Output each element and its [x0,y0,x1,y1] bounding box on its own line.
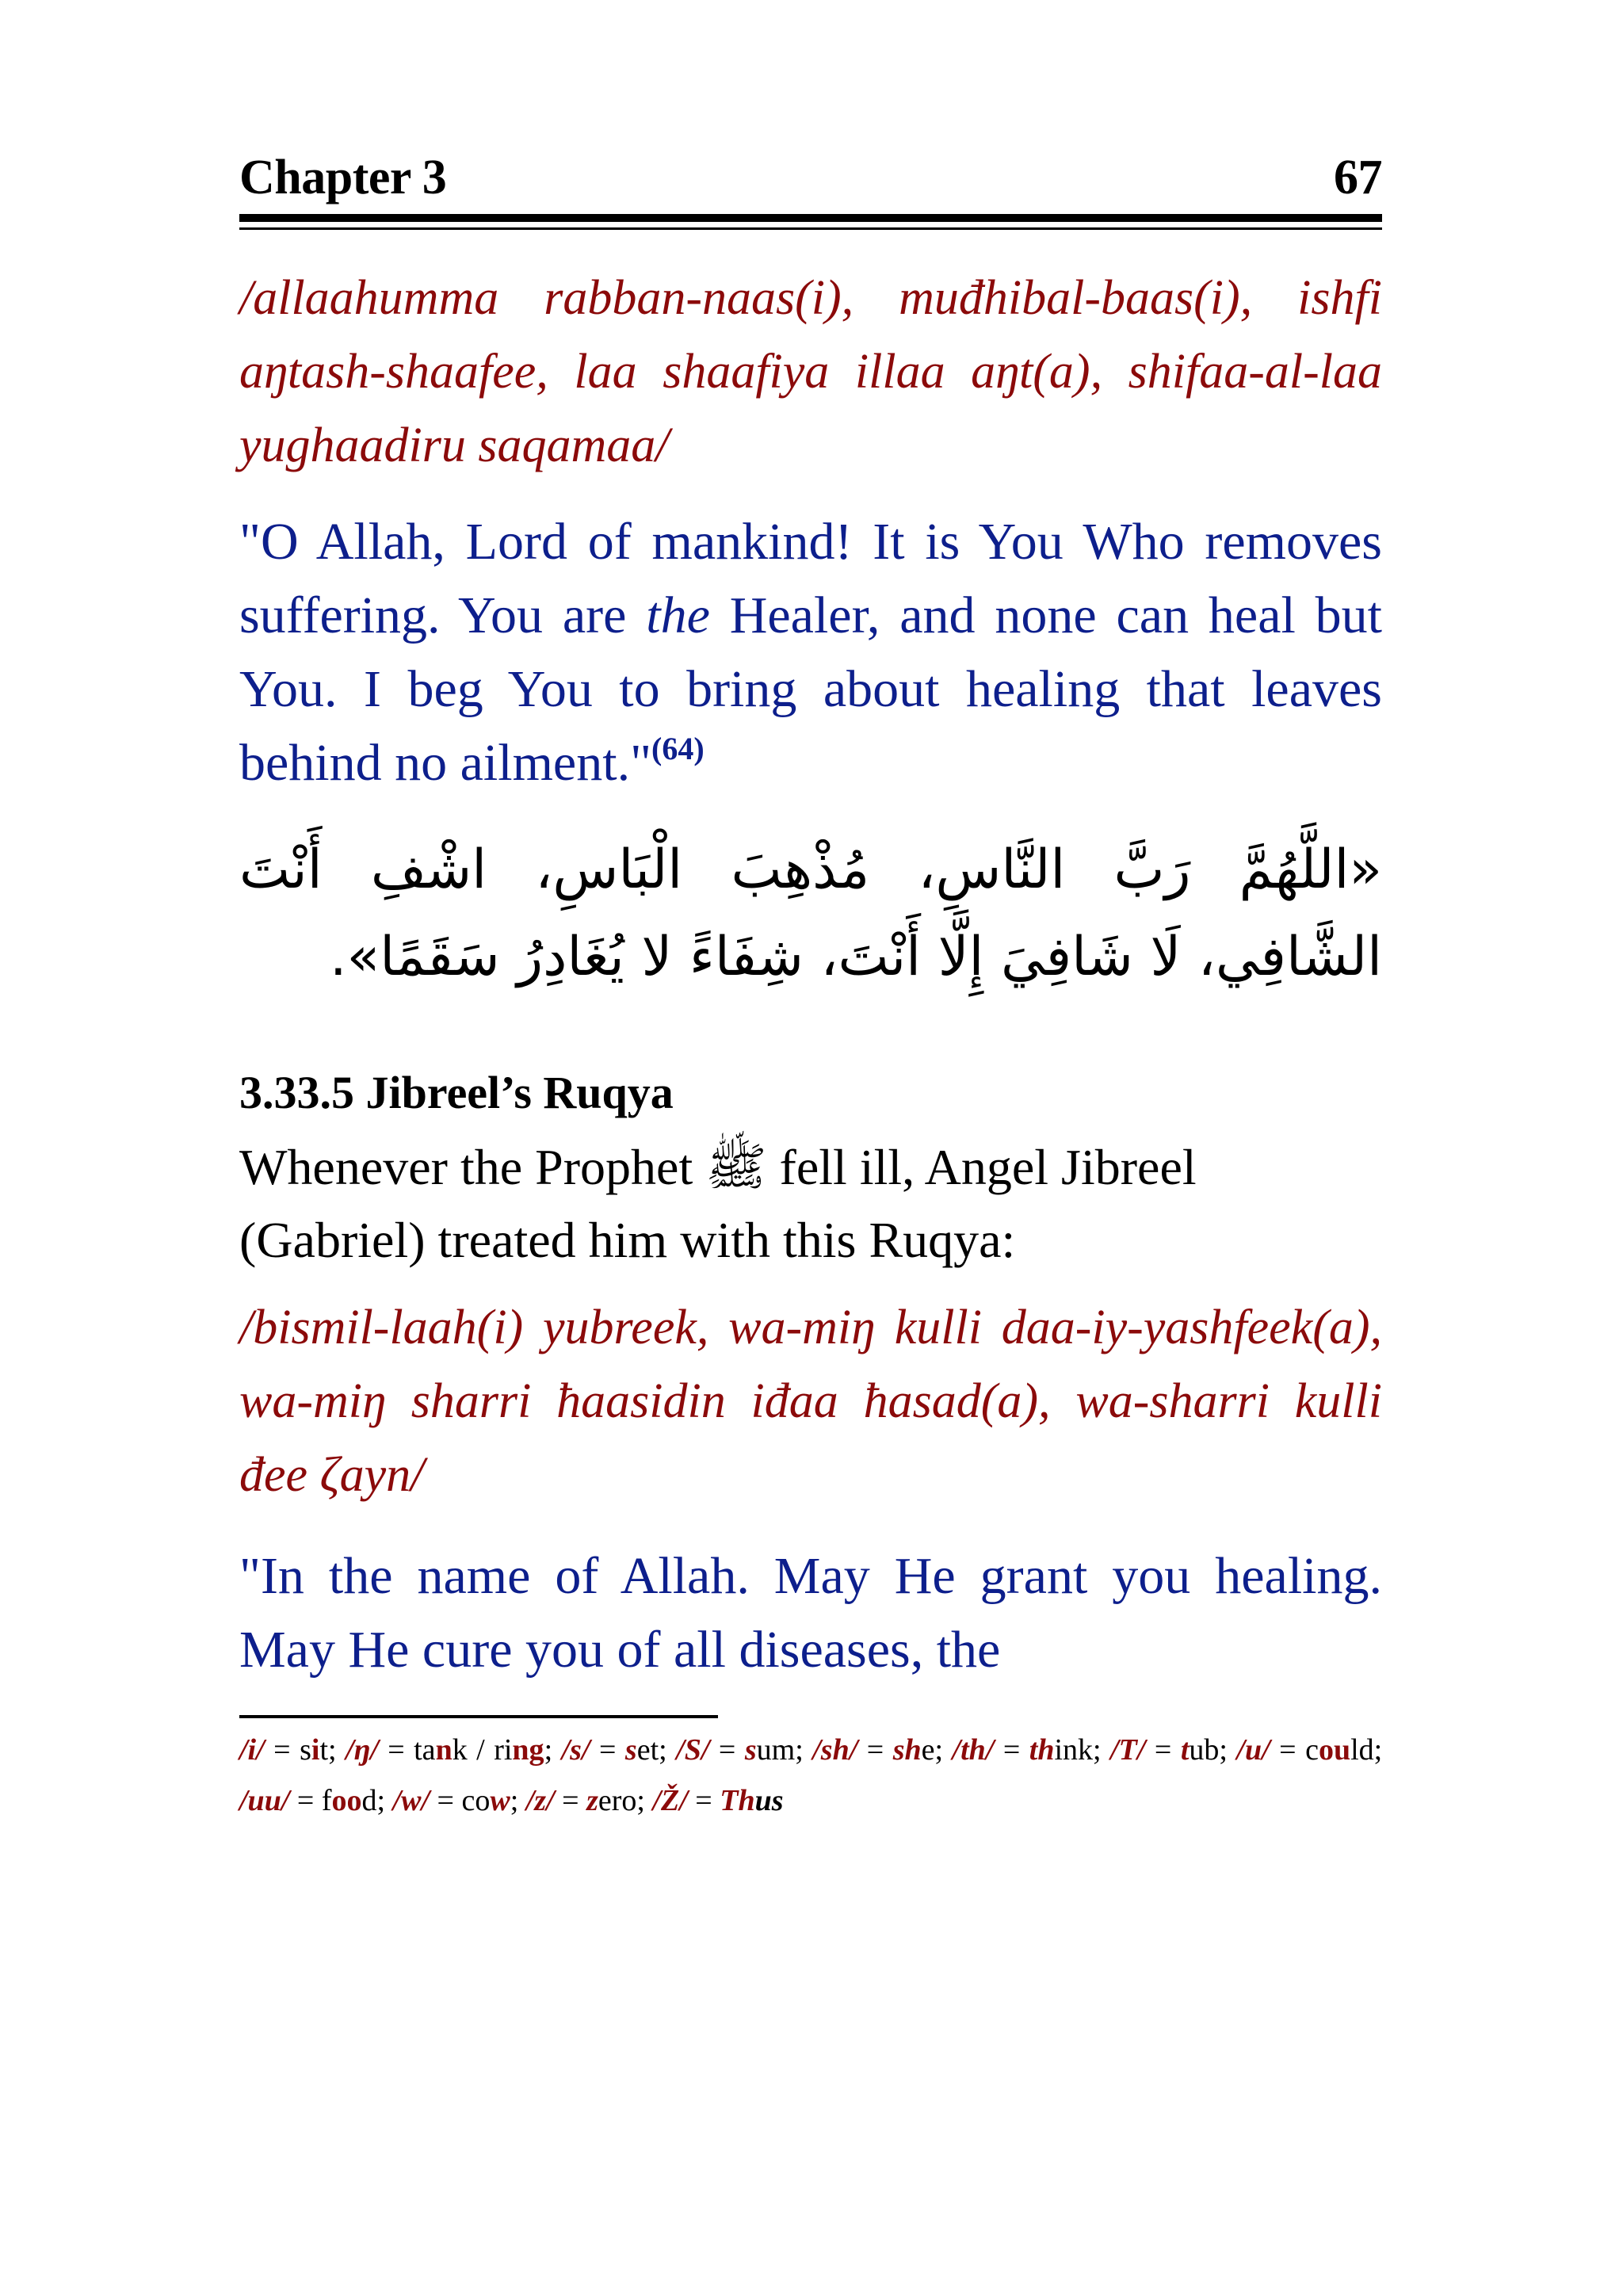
key-example: s [300,1733,311,1767]
key-symbol: /i/ [239,1733,265,1767]
key-example: c [1305,1733,1319,1767]
key-example: ero; [598,1784,645,1817]
key-highlight: sh [892,1733,922,1767]
equals: = [273,1733,291,1767]
key-symbol: /w/ [392,1784,430,1817]
equals: = [599,1733,617,1767]
translation-text: Healer, and none can heal but You. I beg You to bring about healing that leaves behind no ailment." [239,586,1383,792]
key-example: k / ri [452,1733,513,1767]
key-highlight: s [744,1733,757,1767]
translation-ruqya: "In the name of Allah. May He grant you healing. May He cure you of all diseases, the [239,1547,1382,1679]
key-example: e; [921,1733,944,1767]
body-text: fell ill, Angel Jibreel (Gabriel) treated him with this Ruqya: [239,1139,1197,1268]
footnote-reference[interactable]: (64) [651,731,705,766]
key-highlight: oo [331,1784,362,1817]
key-highlight: z [586,1784,598,1817]
key-symbol: /S/ [676,1733,710,1767]
salutation-glyph: ﷺ [705,1139,767,1195]
key-highlight: i [311,1733,320,1767]
equals: = [388,1733,405,1767]
key-example: ; [544,1733,553,1767]
chapter-title: Chapter 3 [239,151,447,204]
transliteration-dua-1: /allaahumma rabban-naas(i), muđhibal-baas(i), ishfi aŋtash-shaafee, laa shaafiya illaa aŋt(a), shifaa-al-laa yughaadiru saqamaa/ [239,271,1382,472]
translation-text: "O Allah, Lord of mankind! It is You Who removes suffering. You are [239,513,1382,644]
header-rule-thin [239,227,1382,230]
key-example: d; [361,1784,386,1817]
equals: = [296,1784,315,1817]
emphasis-text: the [646,586,710,644]
header-rule-thick [239,214,1382,222]
key-example: ; [510,1784,519,1817]
key-highlight: Th [720,1784,755,1817]
key-symbol: /ŋ/ [346,1733,379,1767]
key-example: et; [636,1733,667,1767]
body-text: Whenever the Prophet [239,1139,706,1195]
key-example: us [754,1784,784,1817]
arabic-dua-1: «اللَّهُمَّ رَبَّ النَّاسِ، مُذْهِبَ الْبَاسِ، اشْفِ أَنْتَ الشَّافِي، لَا شَافِيَ إِلَّا أَنْتَ، شِفَاءً لا يُغَادِرُ سَقَمًا». [239,839,1382,988]
section-heading: 3.33.5 Jibreel’s Ruqya [239,1067,674,1118]
section-body [239,1131,1382,1277]
transliteration-ruqya: /bismil-laah(i) yubreek, wa-miŋ kulli daa-iy-yashfeek(a), wa-miŋ sharri ħaasidin iđaa ħasad(a), wa-sharri kulli đee ζayn/ [239,1301,1382,1502]
equals: = [1002,1733,1021,1767]
key-symbol: /s/ [561,1733,590,1767]
key-example: ld; [1350,1733,1383,1767]
key-highlight: t [1180,1733,1190,1767]
equals: = [718,1733,736,1767]
key-symbol: /Ž/ [652,1784,688,1817]
key-example: um; [756,1733,804,1767]
key-symbol: /uu/ [239,1784,290,1817]
key-highlight: n [435,1733,453,1767]
key-example: ub; [1189,1733,1228,1767]
key-symbol: /T/ [1110,1733,1146,1767]
key-highlight: th [1029,1733,1055,1767]
key-highlight: s [624,1733,637,1767]
translation-dua-1 [239,505,1382,800]
equals: = [1279,1733,1296,1767]
key-highlight: w [490,1784,510,1817]
key-example: t; [319,1733,337,1767]
key-symbol: /th/ [952,1733,995,1767]
equals: = [562,1784,579,1817]
equals: = [695,1784,712,1817]
key-example: co [461,1784,491,1817]
key-example: ink; [1054,1733,1102,1767]
key-example: f [321,1784,332,1817]
pronunciation-key [239,1725,1382,1826]
key-symbol: /u/ [1236,1733,1270,1767]
key-symbol: /z/ [525,1784,555,1817]
equals: = [866,1733,884,1767]
page-header [239,143,1382,206]
key-example: ta [414,1733,436,1767]
footnote-rule [239,1715,718,1718]
equals: = [1154,1733,1172,1767]
key-highlight: ng [512,1733,544,1767]
book-page [239,143,1382,1826]
key-highlight: ou [1318,1733,1351,1767]
page-number: 67 [1334,151,1382,204]
equals: = [437,1784,454,1817]
key-symbol: /sh/ [812,1733,858,1767]
